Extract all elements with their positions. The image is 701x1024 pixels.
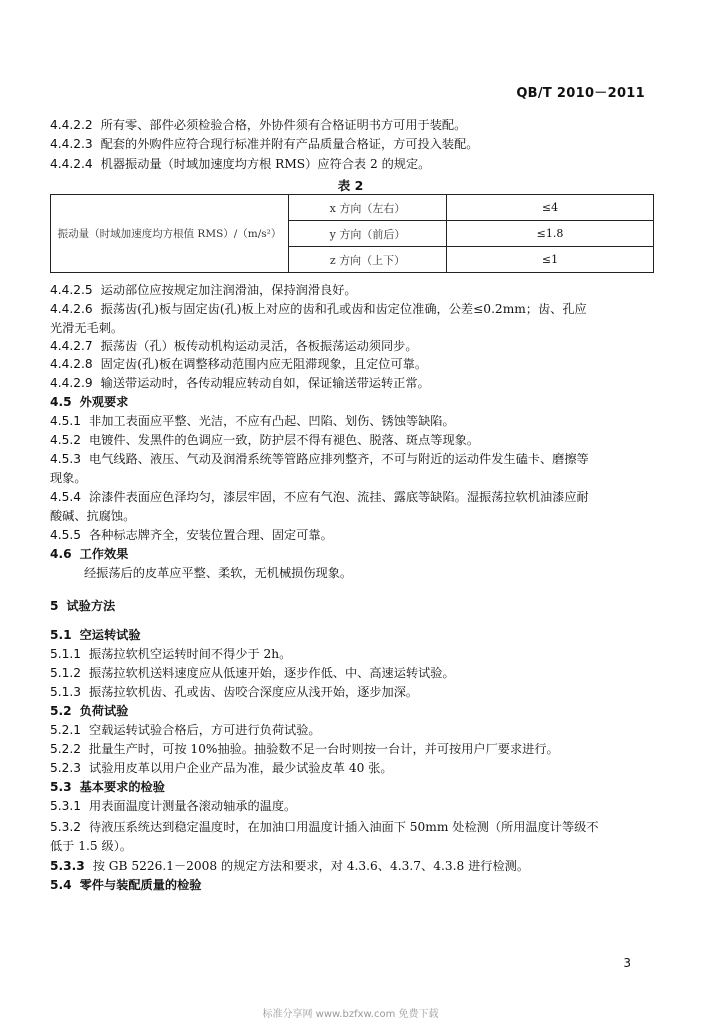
clause-5-3-2 — [50, 819, 599, 835]
clause-number: 4.4.2.9 — [50, 376, 93, 390]
section-heading-5 — [50, 598, 115, 614]
section-heading-4-6 — [50, 546, 128, 562]
clause-number: 5.3.1 — [50, 799, 82, 813]
table-limit-cell: ≤4 — [447, 195, 654, 221]
table-row — [51, 195, 654, 221]
section-title: 外观要求 — [79, 395, 129, 409]
clause-text: 试验用皮革以用户企业产品为准，最少试验皮革 40 张。 — [89, 761, 393, 775]
clause-4-4-2-7 — [50, 338, 418, 354]
clause-text: 振荡齿(孔)板与固定齿(孔)板上对应的齿和孔或齿和齿定位准确，公差≤0.2mm；齿、孔应 — [100, 302, 587, 316]
section-title: 空运转试验 — [79, 628, 141, 642]
clause-5-1-1 — [50, 646, 291, 662]
clause-number: 4.5.3 — [50, 452, 82, 466]
section-title: 基本要求的检验 — [79, 780, 165, 794]
table-direction-cell: x 方向（左右） — [289, 195, 447, 221]
clause-4-6-body: 经振荡后的皮革应平整、柔软，无机械损伤现象。 — [84, 566, 353, 580]
clause-text: 各种标志牌齐全，安装位置合理、固定可靠。 — [89, 528, 333, 542]
clause-5-1-2 — [50, 665, 455, 681]
section-heading-5-4 — [50, 877, 201, 893]
clause-text: 配套的外购件应符合现行标准并附有产品质量合格证，方可投入装配。 — [100, 137, 479, 151]
table-param-cell: 振动量（时域加速度均方根值 RMS）/（m/s²） — [51, 195, 289, 273]
clause-5-2-2 — [50, 741, 559, 757]
clause-text: 振荡拉软机送料速度应从低速开始，逐步作低、中、高速运转试验。 — [89, 666, 455, 680]
section-heading-4-5 — [50, 394, 128, 410]
clause-continuation: 光滑无毛刺。 — [50, 321, 124, 335]
clause-5-2-3 — [50, 760, 393, 776]
clause-5-3-1 — [50, 798, 296, 814]
section-number: 5.1 — [50, 628, 72, 642]
clause-text: 输送带运动时，各传动辊应转动自如，保证输送带运转正常。 — [100, 376, 430, 390]
clause-4-4-2-4 — [50, 156, 430, 172]
clause-5-3-3 — [50, 858, 529, 874]
clause-text: 待液压系统达到稳定温度时，在加油口用温度计插入油面下 50mm 处检测（所用温度计等级不 — [89, 820, 599, 834]
clause-text: 按 GB 5226.1－2008 的规定方法和要求，对 4.3.6、4.3.7、4.3.8 进行检测。 — [92, 859, 530, 873]
clause-number: 4.4.2.5 — [50, 283, 93, 297]
clause-4-4-2-9 — [50, 375, 430, 391]
standard-number: QB/T 2010－2011 — [516, 86, 645, 101]
clause-text: 振荡拉软机齿、孔或齿、齿咬合深度应从浅开始，逐步加深。 — [89, 685, 419, 699]
clause-4-5-1 — [50, 413, 455, 429]
section-title: 试验方法 — [66, 599, 116, 613]
clause-continuation: 低于 1.5 级）。 — [50, 839, 132, 853]
clause-4-5-4 — [50, 489, 589, 505]
clause-number: 4.5.5 — [50, 528, 82, 542]
section-number: 5.3 — [50, 780, 72, 794]
clause-text: 固定齿(孔)板在调整移动范围内应无阻滞现象，且定位可靠。 — [100, 357, 428, 371]
clause-4-4-2-5 — [50, 282, 357, 298]
clause-number: 4.5.4 — [50, 490, 82, 504]
clause-4-4-2-3 — [50, 136, 478, 152]
section-number: 4.6 — [50, 547, 72, 561]
clause-text: 非加工表面应平整、光洁，不应有凸起、凹陷、划伤、锈蚀等缺陷。 — [89, 414, 455, 428]
clause-4-4-2-2 — [50, 117, 466, 133]
section-heading-5-1 — [50, 627, 141, 643]
clause-number: 4.4.2.6 — [50, 302, 93, 316]
table-limit-cell: ≤1 — [447, 247, 654, 273]
section-number: 5 — [50, 599, 59, 613]
vibration-table — [50, 194, 654, 273]
section-number: 5.2 — [50, 704, 72, 718]
clause-4-5-2 — [50, 432, 479, 448]
clause-4-5-3 — [50, 451, 589, 467]
clause-5-2-1 — [50, 722, 321, 738]
section-title: 工作效果 — [79, 547, 129, 561]
table-caption: 表 2 — [337, 178, 364, 193]
clause-number: 4.4.2.8 — [50, 357, 93, 371]
clause-text: 运动部位应按规定加注润滑油，保持润滑良好。 — [100, 283, 357, 297]
clause-text: 所有零、部件必须检验合格，外协件须有合格证明书方可用于装配。 — [100, 118, 467, 132]
clause-number: 5.2.2 — [50, 742, 82, 756]
clause-number: 5.2.3 — [50, 761, 82, 775]
footer-watermark: 标准分享网 www.bzfxw.com 免费下载 — [262, 1009, 439, 1020]
clause-number: 4.5.2 — [50, 433, 82, 447]
section-title: 负荷试验 — [79, 704, 129, 718]
clause-text: 批量生产时，可按 10%抽验。抽验数不足一台时则按一台计，并可按用户厂要求进行。 — [89, 742, 559, 756]
clause-number: 5.2.1 — [50, 723, 82, 737]
clause-continuation: 现象。 — [50, 471, 87, 485]
clause-number: 4.5.1 — [50, 414, 82, 428]
clause-4-5-5 — [50, 527, 333, 543]
clause-text: 机器振动量（时域加速度均方根 RMS）应符合表 2 的规定。 — [100, 157, 431, 171]
clause-number: 5.3.3 — [50, 859, 85, 873]
clause-text: 电气线路、液压、气动及润滑系统等管路应排列整齐，不可与附近的运动件发生磕卡、磨擦等 — [89, 452, 589, 466]
clause-text: 用表面温度计测量各滚动轴承的温度。 — [89, 799, 297, 813]
table-direction-cell: y 方向（前后） — [289, 221, 447, 247]
clause-text: 电镀件、发黑件的色调应一致，防护层不得有褪色、脱落、斑点等现象。 — [89, 433, 480, 447]
clause-text: 振荡齿（孔）板传动机构运动灵活，各板振荡运动须同步。 — [100, 339, 418, 353]
section-number: 5.4 — [50, 878, 72, 892]
clause-5-1-3 — [50, 684, 418, 700]
table-direction-cell: z 方向（上下） — [289, 247, 447, 273]
clause-text: 涂漆件表面应色泽均匀，漆层牢固，不应有气泡、流挂、露底等缺陷。湿振荡拉软机油漆应耐 — [89, 490, 589, 504]
clause-continuation: 酸碱、抗腐蚀。 — [50, 509, 136, 523]
section-title: 零件与装配质量的检验 — [79, 878, 202, 892]
section-heading-5-2 — [50, 703, 128, 719]
clause-4-4-2-8 — [50, 356, 427, 372]
clause-number: 5.3.2 — [50, 820, 82, 834]
section-heading-5-3 — [50, 779, 165, 795]
clause-number: 4.4.2.7 — [50, 339, 93, 353]
clause-number: 5.1.2 — [50, 666, 82, 680]
clause-text: 振荡拉软机空运转时间不得少于 2h。 — [89, 647, 292, 661]
clause-4-4-2-6 — [50, 301, 587, 317]
clause-text: 空载运转试验合格后，方可进行负荷试验。 — [89, 723, 321, 737]
clause-number: 4.4.2.3 — [50, 137, 93, 151]
clause-number: 4.4.2.2 — [50, 118, 93, 132]
table-limit-cell: ≤1.8 — [447, 221, 654, 247]
clause-number: 4.4.2.4 — [50, 157, 93, 171]
page-number: 3 — [623, 956, 631, 970]
clause-number: 5.1.3 — [50, 685, 82, 699]
clause-number: 5.1.1 — [50, 647, 82, 661]
section-number: 4.5 — [50, 395, 72, 409]
